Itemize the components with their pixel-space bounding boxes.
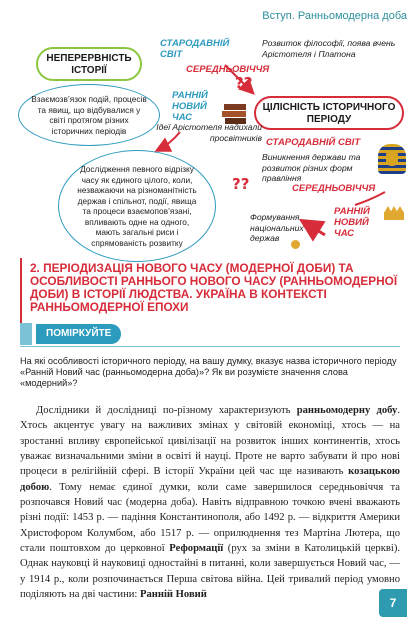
think-badge (20, 323, 121, 345)
section-title (30, 262, 402, 314)
running-header: Вступ. Ранньомодерна доба (262, 10, 407, 22)
page-number: 7 (379, 589, 407, 617)
question-mark-icon: ?? (232, 175, 250, 193)
label-early-modern-bottom: РАННІЙ НОВИЙ ЧАС (334, 206, 370, 239)
term-early-modern: ранньомодерну добу (296, 405, 398, 416)
flower-icon (291, 240, 300, 249)
question-mark-icon: ?? (235, 74, 253, 92)
term-early-new: Ранній Новий (140, 589, 207, 601)
integrity-oval: Дослідження певного відрізку часу як єдиного цілого, коли, незважаючи на різноманітність держав і спільнот, події, явища та процеси взаємопов’язані, впливають одне на одного, мають загальні риси і спрямованість розвитку (58, 150, 216, 262)
think-badge-icon (20, 323, 32, 345)
note-national-states: Формування національних держав (250, 212, 304, 243)
section-number: 2. (30, 261, 40, 275)
label-middle-ages-top: СЕРЕДНЬОВІЧЧЯ (186, 64, 270, 75)
note-aristotle: Ідеї Арістотеля надихали просвітників (156, 122, 262, 143)
integrity-pill: ЦІЛІСНІСТЬ ІСТОРИЧНОГО ПЕРІОДУ (254, 96, 404, 130)
body-paragraph (20, 403, 400, 602)
body-text-run: . Тому немає єдиної думки, коли саме завершилося середньовіччя та розпочався Новий час (модерна доба). Навіть відправною точкою вчені вважають різні події: 1453 р. — падіння Константинополя, або 1492 р. — відкриття Америки Христофором Колумбом, або 1517 р. — оприлюднення тез Мартіна Лютера, що стали поштовхом до церковної (20, 481, 400, 555)
body-text (20, 403, 400, 602)
crown-icon (384, 206, 404, 220)
section-heading-text: ПЕРІОДИЗАЦІЯ НОВОГО ЧАСУ (МОДЕРНОЇ ДОБИ) ТА ОСОБЛИВОСТІ РАННЬОГО НОВОГО ЧАСУ (РАННЬОМОДЕРНОЇ ДОБИ) В ІСТОРІЇ ЛЮДСТВА. УКРАЇНА В КОНТЕКСТІ РАННЬОМОДЕРНОЇ ЕПОХИ (30, 261, 398, 314)
continuity-oval: Взаємозв’язок подій, процесів та явищ, що відбувалися у світі протягом різних історичних періодів (18, 84, 160, 146)
think-divider (20, 346, 400, 347)
continuity-pill: НЕПЕРЕРВНІСТЬ ІСТОРІЇ (36, 47, 142, 81)
label-early-modern-mid: РАННІЙ НОВИЙ ЧАС (172, 90, 208, 123)
label-ancient-world-top: СТАРОДАВНІЙ СВІТ (160, 38, 230, 60)
note-states: Виникнення держави та розвиток різних форм правління (262, 152, 361, 183)
label-ancient-world-mid: СТАРОДАВНІЙ СВІТ (266, 137, 361, 148)
term-reformation: Реформації (169, 543, 224, 555)
body-text-run: Дослідники й дослідниці по-різному характеризують (36, 405, 297, 416)
think-label: ПОМІРКУЙТЕ (36, 324, 121, 344)
label-middle-ages-mid: СЕРЕДНЬОВІЧЧЯ (292, 183, 376, 194)
note-philosophy: Розвиток філософії, поява вчень Арістотеля і Платона (262, 38, 396, 59)
body-text-run: . Хтось акцентує увагу на важливих змінах у світовій економіці, хтось — на зростанні впливу європейської цивілізації на розвиток інших континентів, хтось уважає визначальними зміни в освіті й науці. Проте не варто забувати й про нові процеси в релігійній сфері. В історії України цей час ще називають (20, 405, 400, 478)
term-cossack-era: козацькою добою (20, 466, 400, 493)
think-question: На які особливості історичного періоду, на вашу думку, вказує назва історичного періоду «Ранній Новий час (ранньомодерна доба)»? Як ви розумієте значення слова «модерний»? (20, 356, 397, 389)
pharaoh-mask-icon (378, 140, 406, 176)
body-text-run: (рух за зміни в Католицькій церкві). Однак науковці й науковиці одностайні в питанні, коли завершується Новий час, — у 1914 р., коли розпочинається Перша світова війна. Цей тривалий період умовно поділяють на дві частини: (20, 543, 400, 601)
